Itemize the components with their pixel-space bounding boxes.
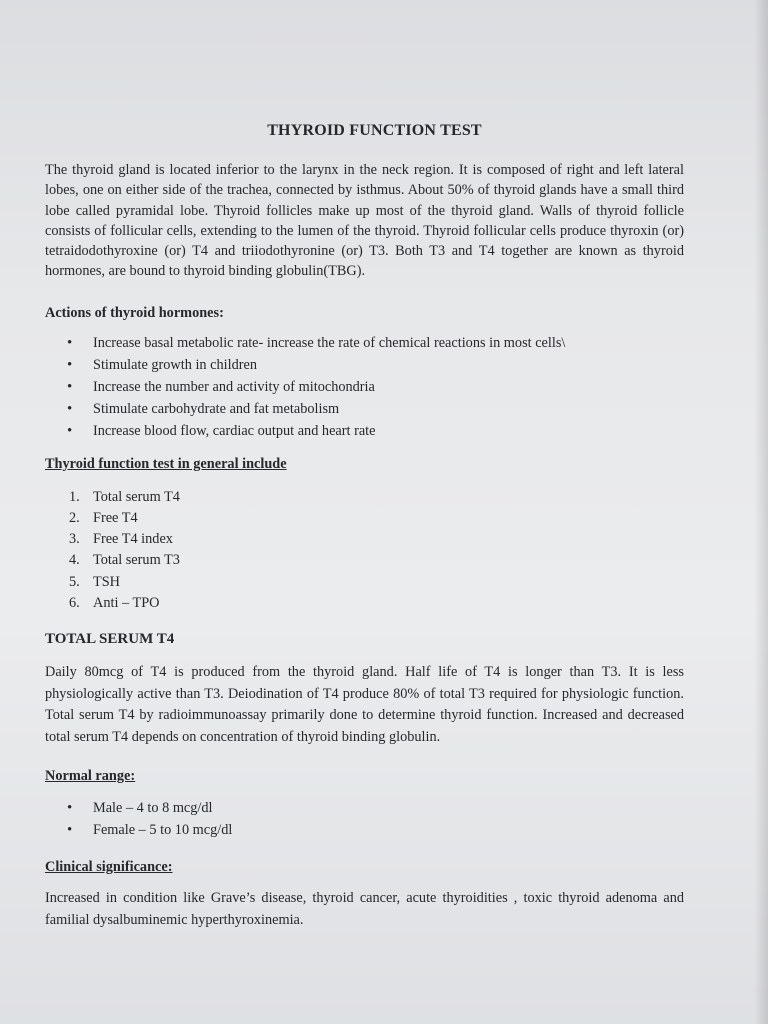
list-number: 6. [69,594,80,611]
list-number: 2. [69,509,80,526]
list-number: 5. [69,573,80,590]
list-number: 3. [69,531,80,548]
normal-range-list [45,797,684,841]
list-item: • Increase the number and activity of mitochondria [45,376,684,398]
list-item: • Stimulate carbohydrate and fat metabolism [45,398,684,420]
total-t4-heading: TOTAL SERUM T4 [45,631,175,647]
page-title: THYROID FUNCTION TEST [267,122,482,139]
list-text: Anti – TPO [93,594,160,611]
list-number: 1. [69,488,80,505]
intro-paragraph: The thyroid gland is located inferior to the larynx in the neck region. It is composed of right and left lateral lobes, one on either side of the trachea, connected by isthmus. About 50% of thyroid glands have a small third lobe called pyramidal lobe. Thyroid follicles make up most of the thyroid gland. Walls of thyroid follicle consists of follicular cells, extending to the lumen of the thyroid. Thyroid follicular cells produce thyroxin (or) tetraidodothyroxine (or) T4 and triiodothyronine (or) T3. Both T3 and T4 together are known as thyroid hormones, are bound to thyroid binding globulin(TBG). [45,162,684,280]
list-item [45,593,684,614]
list-number: 4. [69,552,80,569]
clinical-heading: Clinical significance: [45,859,173,875]
list-item: • Increase basal metabolic rate- increase the rate of chemical reactions in most cells\ [45,332,684,354]
tests-heading: Thyroid function test in general include [45,455,287,472]
actions-list [45,332,684,442]
list-item [45,487,684,508]
tests-list [45,487,684,614]
list-text: Free T4 [93,509,138,526]
normal-range-heading: Normal range: [45,768,136,784]
list-item: • Stimulate growth in children [45,354,684,376]
list-item: • Female – 5 to 10 mcg/dl [45,819,684,841]
list-item: • Increase blood flow, cardiac output and heart rate [45,420,684,442]
list-text: Total serum T3 [93,552,180,569]
total-t4-paragraph: Daily 80mcg of T4 is produced from the thyroid gland. Half life of T4 is longer than T3. It is less physiologically active than T3. Deiodination of T4 produce 80% of total T3 required for physiologic function. Total serum T4 by radioimmunoassay primarily done to determine thyroid function. Increased and decreased total serum T4 depends on concentration of thyroid binding globulin. [45,664,684,745]
list-text: TSH [93,573,121,590]
list-item [45,508,684,529]
list-item [45,550,684,571]
clinical-paragraph: Increased in condition like Grave’s disease, thyroid cancer, acute thyroidities , toxic thyroid adenoma and familial dysalbuminemic hyperthyroxinemia. [45,890,684,928]
list-item [45,572,684,593]
list-text: Free T4 index [93,531,173,548]
list-text: Total serum T4 [93,488,180,505]
list-item: • Male – 4 to 8 mcg/dl [45,797,684,819]
actions-heading: Actions of thyroid hormones: [45,304,224,321]
list-item [45,529,684,550]
